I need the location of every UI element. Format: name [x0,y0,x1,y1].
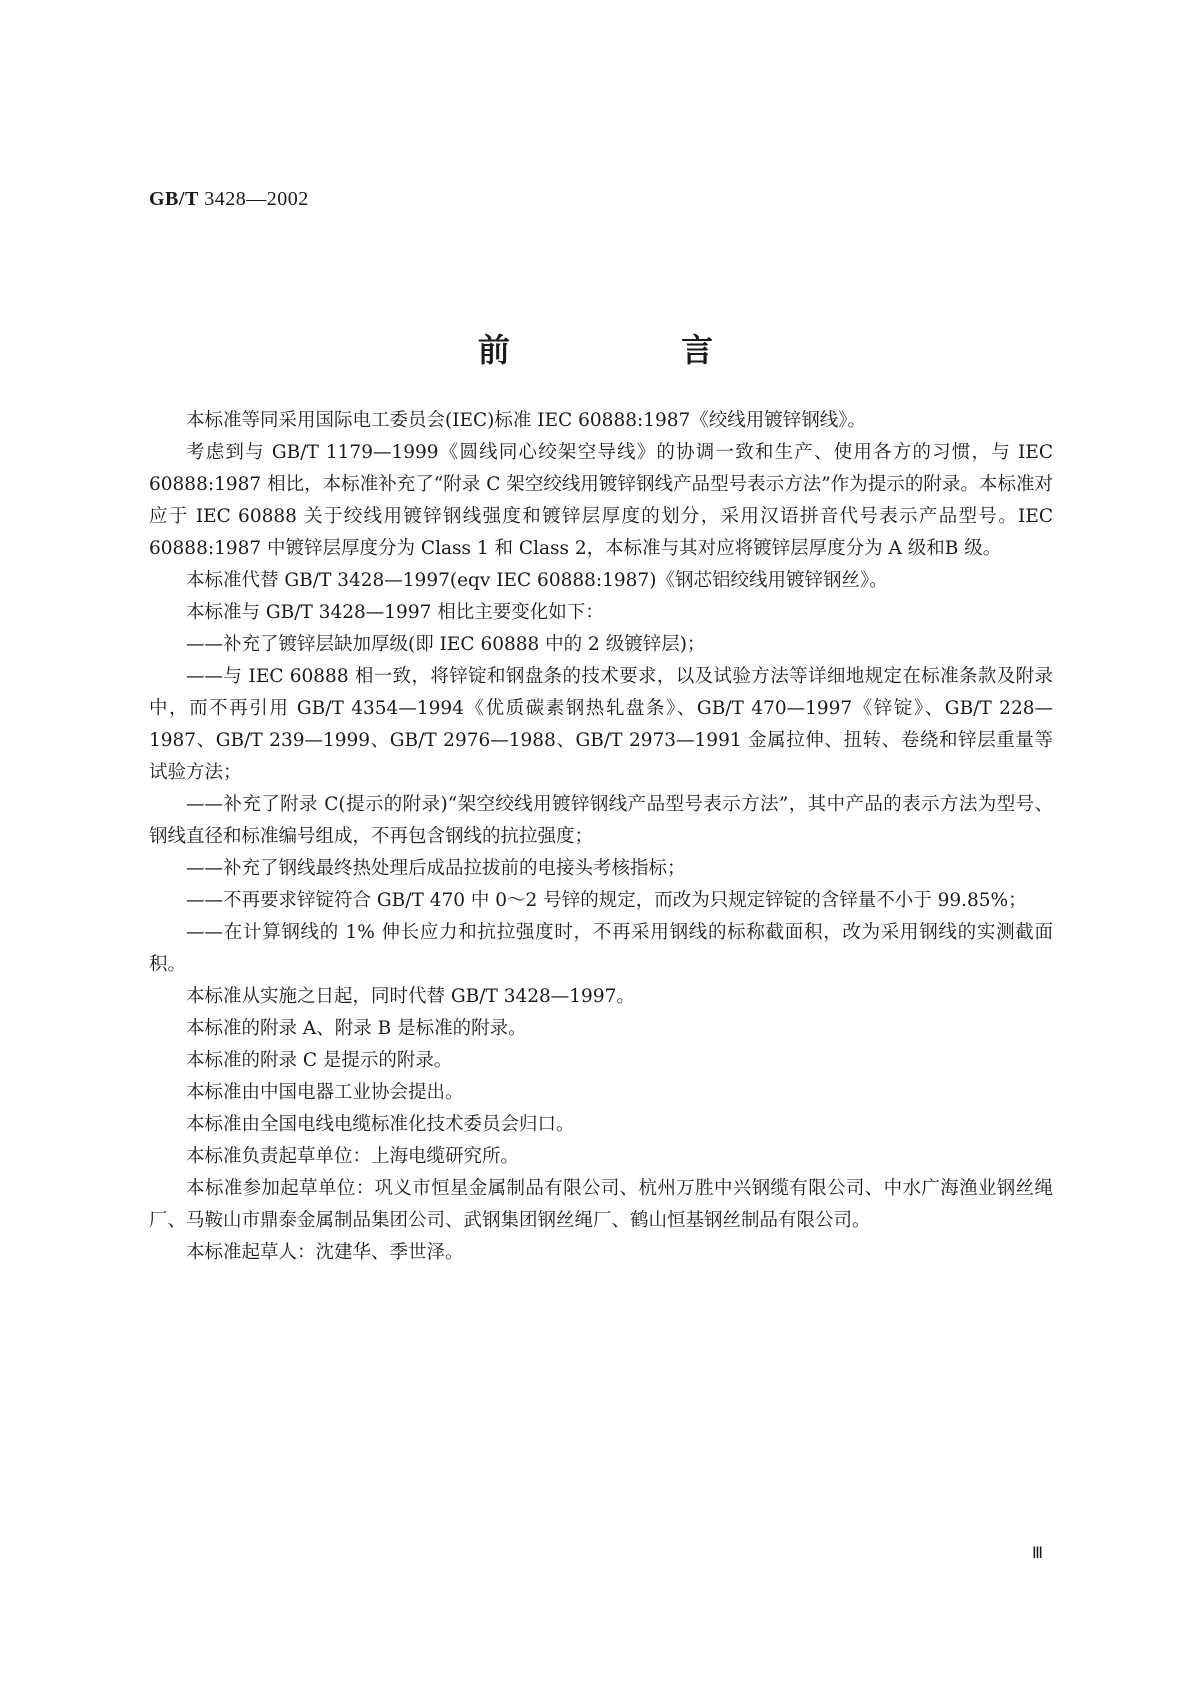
paragraph-participating-units: 本标准参加起草单位：巩义市恒星金属制品有限公司、杭州万胜中兴钢缆有限公司、中水广海渔业钢丝绳厂、马鞍山市鼎泰金属制品集团公司、武钢集团钢丝绳厂、鹤山恒基钢丝制品有限公司。 [149,1178,1053,1231]
paragraph-drafting-unit: 本标准负责起草单位：上海电缆研究所。 [186,1146,520,1167]
page-number: Ⅲ [1032,1545,1044,1562]
standard-number: 3428—2002 [204,188,309,210]
list-item-change: ——不再要求锌锭符合 GB/T 470 中 0～2 号锌的规定，而改为只规定锌锭的含锌量不小于 99.85%； [186,890,1027,911]
list-item-change: ——与 IEC 60888 相一致，将锌锭和钢盘条的技术要求，以及试验方法等详细地规定在标准条款及附录中，而不再引用 GB/T 4354—1994《优质碳素钢热轧盘条》、GB/T 470—1997《锌锭》、GB/T 228—1987、GB/T 239—1999、GB/T 2976—1988、GB/T 2973—1991 金属拉伸、扭转、卷绕和锌层重量等试验方法； [149,666,1053,783]
standard-prefix: GB/T [149,188,199,210]
paragraph-normative-annexes: 本标准的附录 A、附录 B 是标准的附录。 [186,1018,527,1039]
document-number [149,188,309,211]
page-title: 前 言 [477,331,794,369]
paragraph-drafters: 本标准起草人：沈建华、季世泽。 [186,1242,464,1263]
foreword-body [149,405,1053,1269]
paragraph-informative-annex: 本标准的附录 C 是提示的附录。 [186,1050,453,1071]
paragraph-proposer: 本标准由中国电器工业协会提出。 [186,1082,464,1103]
list-item-change: ——在计算钢线的 1% 伸长应力和抗拉强度时，不再采用钢线的标称截面积，改为采用钢线的实测截面积。 [149,922,1053,975]
paragraph-replacement: 本标准代替 GB/T 3428—1997(eqv IEC 60888:1987)《钢芯铝绞线用镀锌钢丝》。 [186,570,888,591]
list-item-change: ——补充了钢线最终热处理后成品拉拔前的电接头考核指标； [186,858,686,879]
list-item-change: ——补充了附录 C(提示的附录)“架空绞线用镀锌钢线产品型号表示方法”，其中产品的表示方法为型号、钢线直径和标准编号组成，不再包含钢线的抗拉强度； [149,794,1053,847]
list-item-change: ——补充了镀锌层缺加厚级(即 IEC 60888 中的 2 级镀锌层)； [186,634,706,655]
paragraph-committee: 本标准由全国电线电缆标准化技术委员会归口。 [186,1114,575,1135]
paragraph-supplement: 考虑到与 GB/T 1179—1999《圆线同心绞架空导线》的协调一致和生产、使用各方的习惯，与 IEC 60888:1987 相比，本标准补充了“附录 C 架空绞线用镀锌钢线产品型号表示方法”作为提示的附录。本标准对应于 IEC 60888 关于绞线用镀锌钢线强度和镀锌层厚度的划分，采用汉语拼音代号表示产品型号。IEC 60888:1987 中镀锌层厚度分为 Class 1 和 Class 2，本标准与其对应将镀锌层厚度分为 A 级和B 级。 [149,442,1053,559]
paragraph-effective: 本标准从实施之日起，同时代替 GB/T 3428—1997。 [186,986,635,1007]
paragraph-changes-intro: 本标准与 GB/T 3428—1997 相比主要变化如下： [186,602,604,623]
paragraph-adoption: 本标准等同采用国际电工委员会(IEC)标准 IEC 60888:1987《绞线用镀锌钢线》。 [186,410,867,431]
